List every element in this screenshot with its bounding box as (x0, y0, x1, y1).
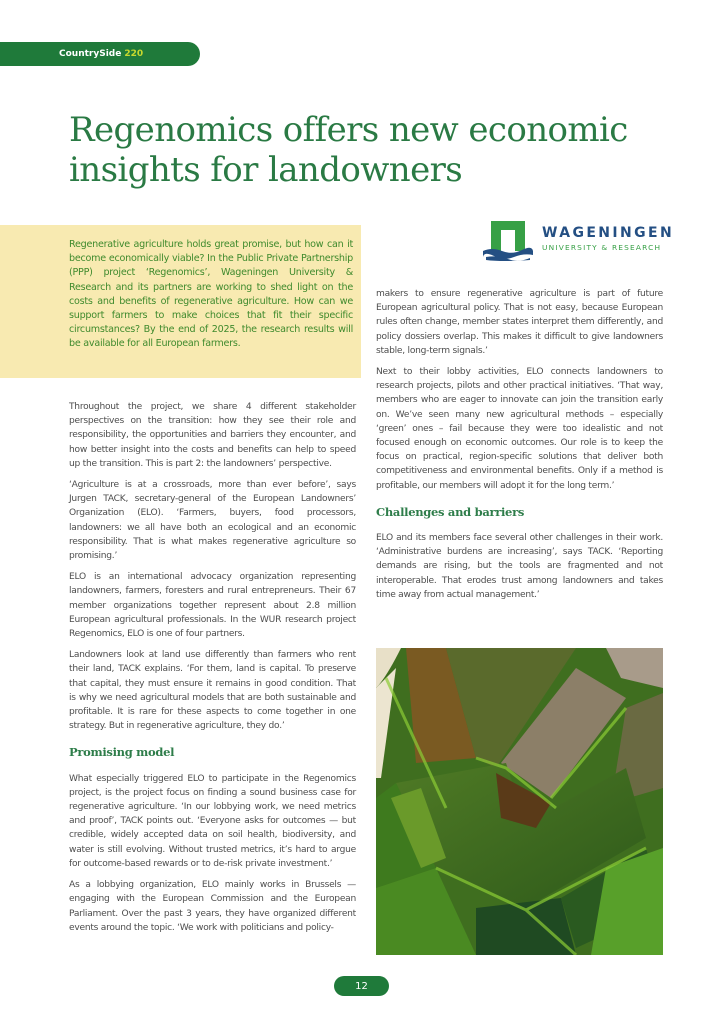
subheading-promising-model: Promising model (69, 745, 175, 760)
intro-lead: Regenerative agriculture holds great promise, but how can it become economically viable? In the Public Private Partnership (PPP) project ‘Regenomics’, Wageningen University & Research and its partners are working to shed light on the costs and benefits of regenerative agriculture. How can we support farmers to make choices that fit their specific circumstances? By the end of 2025, the research results will be available for all European farmers. (69, 239, 353, 350)
logo-subtitle: UNIVERSITY & RESEARCH (542, 243, 662, 252)
body-paragraph: makers to ensure regenerative agriculture is part of future European agricultural policy. That is not easy, because European rules often change, member states interpret them differently, and policy dossiers overlap. This makes it difficult to give landowners stable, long-term signals.’ (376, 289, 663, 356)
wur-logo-icon (482, 220, 534, 262)
left-column (69, 400, 356, 942)
body-paragraph: Throughout the project, we share 4 different stakeholder perspectives on the transition: how they see their role and responsibility, the opportunities and barriers they encounter, and how better insight into the costs and benefits can help to speed up the transition. This is part 2: the landowners’ perspective. (69, 402, 356, 469)
body-paragraph: ‘Agriculture is at a crossroads, more than ever before’, says Jurgen TACK, secretary-general of the European Landowners’ Organization (ELO). ‘Farmers, buyers, food processors, landowners: we all have both an ecological and an economic responsibility. That is what makes regenerative agriculture so promising.’ (69, 480, 356, 562)
body-paragraph: Next to their lobby activities, ELO connects landowners to research projects, pilots and other practical initiatives. ‘That way, members who are eager to innovate can join the transition early on. We’ve seen many new agricultural methods – especially ‘green’ ones – fail because they were too idealistic and not focused enough on economic outcomes. Our role is to keep the focus on practical, region-specific solutions that deliver both competitiveness and environmental benefits. Only if a method is profitable, our members will adopt it for the long term.’ (376, 367, 663, 491)
right-column (376, 287, 663, 609)
body-paragraph: What especially triggered ELO to participate in the Regenomics project, is the project focus on finding a sound business case for regenerative agriculture. ‘In our lobbying work, we need metrics and proof’, TACK points out. ‘Everyone asks for outcomes — but credible, widely accepted data on soil health, biodiversity, and water is still evolving. Without trusted metrics, it’s hard to argue for outcome-based rewards or to de-risk private investment.’ (69, 773, 356, 869)
body-paragraph: ELO and its members face several other challenges in their work. ‘Administrative burdens are increasing’, says TACK. ‘Reporting demands are rising, but the tools are fragmented and not interoperable. That erodes trust among landowners and takes time away from actual management.’ (376, 533, 663, 600)
logo-wordmark: WAGENINGEN (542, 225, 675, 241)
article-title: Regenomics offers new economic insights for landowners (69, 110, 628, 190)
wur-logo (482, 220, 692, 265)
page-number: 12 (334, 976, 389, 996)
body-paragraph: Landowners look at land use differently than farmers who rent their land, TACK explains. ‘For them, land is capital. To preserve that capital, they must ensure it remains in good condition. That is why we need agricultural models that are both sustainable and profitable. It is rare for these aspects to come together in one strategy. But in regenerative agriculture, they do.’ (69, 650, 356, 732)
body-paragraph: As a lobbying organization, ELO mainly works in Brussels — engaging with the European Commission and the European Parliament. Over the past 3 years, they have organized different events around the topic. ‘We work with politicians and policy- (69, 880, 356, 933)
issue-number: 220 (124, 49, 144, 59)
aerial-fields-illustration (376, 648, 663, 955)
magazine-name: CountrySide (59, 49, 122, 59)
body-paragraph: ELO is an international advocacy organization representing landowners, farmers, foresters and rural entrepreneurs. Their 67 member organizations together represent about 2.8 million European agricultural professionals. In the WUR research project Regenomics, ELO is one of four partners. (69, 572, 356, 640)
subheading-challenges: Challenges and barriers (376, 504, 525, 519)
aerial-farmland-photo (376, 648, 663, 955)
magazine-header-tab (0, 42, 200, 66)
